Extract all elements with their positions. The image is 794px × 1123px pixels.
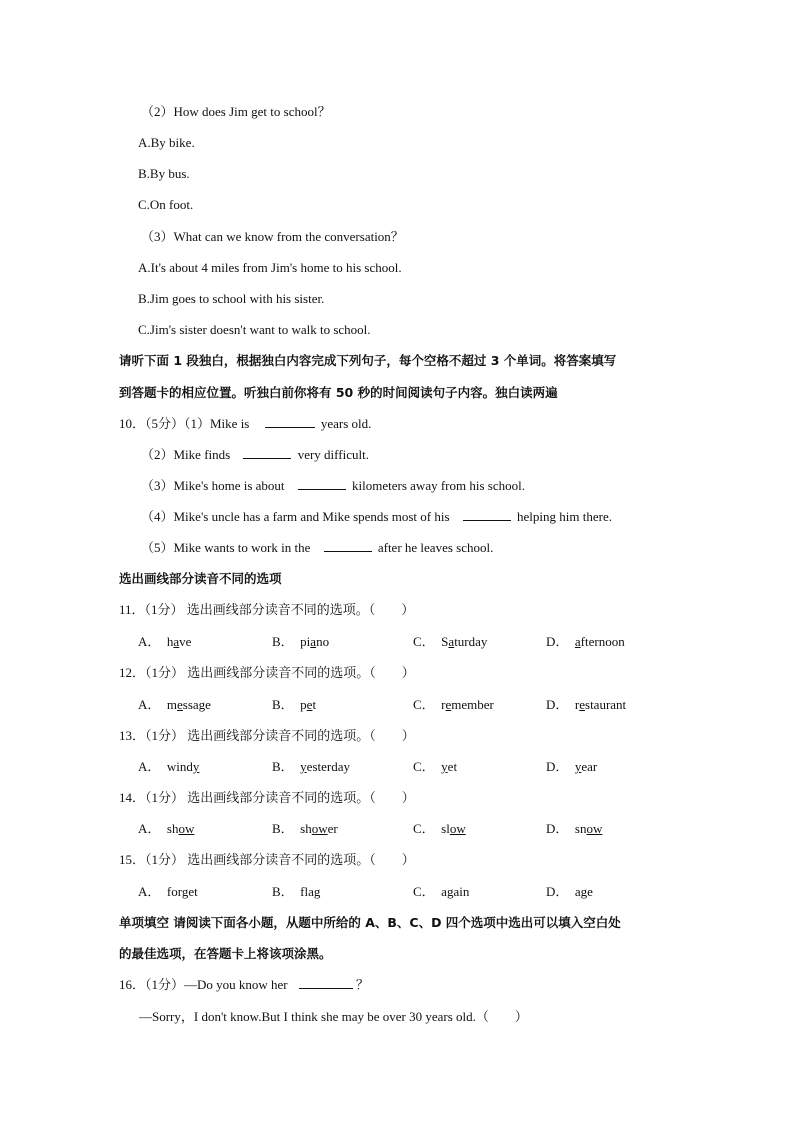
q13-stem: 13．（1分） 选出画线部分读音不同的选项。（ ） <box>119 728 415 743</box>
q9-sub2-option-b: B.By bus. <box>138 166 190 181</box>
q10-sentence-3 <box>141 477 525 495</box>
q15-stem: 15．（1分） 选出画线部分读音不同的选项。（ ） <box>119 852 415 867</box>
q16-stem <box>119 976 369 994</box>
choice-instruction-line2: 的最佳选项，在答题卡上将该项涂黑。 <box>119 946 332 961</box>
q16-blank[interactable] <box>299 976 353 989</box>
q13-option-a[interactable]: A． windy <box>138 759 200 774</box>
q9-sub3-stem: （3）What can we know from the conversation？ <box>141 229 404 244</box>
choice-instruction-line1: 单项填空 请阅读下面各小题，从题中所给的 A、B、C、D 四个选项中选出可以填入空白处 <box>119 915 621 930</box>
q14-option-d[interactable]: D． snow <box>546 821 603 836</box>
q9-sub3-option-c: C.Jim's sister doesn't want to walk to school. <box>138 322 371 337</box>
q10-sentence-1 <box>119 415 371 433</box>
q14-option-a[interactable]: A． show <box>138 821 195 836</box>
q12-option-d[interactable]: D． restaurant <box>546 697 627 712</box>
q16-head-after: ？ <box>355 977 369 992</box>
q10-blank-2[interactable] <box>243 446 291 459</box>
q16-head: 16．（1分）—Do you know her <box>119 977 288 992</box>
q15-option-a[interactable]: A． forget <box>138 884 198 899</box>
q11-option-d[interactable]: D． afternoon <box>546 634 625 649</box>
q10-blank-3[interactable] <box>298 477 346 490</box>
q10-s3-after: kilometers away from his school. <box>352 478 525 493</box>
q13-option-c[interactable]: C． yet <box>413 759 458 774</box>
q16-reply: —Sorry，I don't know.But I think she may be over 30 years old.（ ） <box>139 1009 528 1024</box>
q10-s4-after: helping him there. <box>517 509 612 524</box>
q15-option-b[interactable]: B． flag <box>272 884 321 899</box>
q11-stem: 11．（1分） 选出画线部分读音不同的选项。（ ） <box>119 602 415 617</box>
q10-s5-after: after he leaves school. <box>377 540 494 555</box>
q10-s1-after: years old. <box>320 416 372 431</box>
q9-sub2-stem: （2）How does Jim get to school？ <box>141 104 331 119</box>
q14-stem: 14．（1分） 选出画线部分读音不同的选项。（ ） <box>119 790 415 805</box>
q10-sentence-5 <box>141 539 493 557</box>
q14-option-c[interactable]: C． slow <box>413 821 466 836</box>
q10-s5-before: （5）Mike wants to work in the <box>141 540 311 555</box>
q14-option-b[interactable]: B． shower <box>272 821 338 836</box>
q11-option-c[interactable]: C． Saturday <box>413 634 488 649</box>
listening-instruction-line1: 请听下面 1 段独白，根据独白内容完成下列句子，每个空格不超过 3 个单词。将答案填写 <box>119 353 617 368</box>
q9-sub2-option-c: C.On foot. <box>138 197 194 212</box>
q15-option-c[interactable]: C． again <box>413 884 470 899</box>
q10-blank-4[interactable] <box>463 508 511 521</box>
q9-sub2-option-a: A.By bike. <box>138 135 195 150</box>
q10-s3-before: （3）Mike's home is about <box>141 478 285 493</box>
q13-option-d[interactable]: D． year <box>546 759 598 774</box>
q10-s2-after: very difficult. <box>297 447 369 462</box>
listening-instruction-line2: 到答题卡的相应位置。听独白前你将有 50 秒的时间阅读句子内容。独白读两遍 <box>119 385 558 400</box>
q12-option-a[interactable]: A． message <box>138 697 211 712</box>
q10-s2-before: （2）Mike finds <box>141 447 231 462</box>
q10-blank-1[interactable] <box>265 415 315 428</box>
q10-head: 10．（5分）（1）Mike is <box>119 416 250 431</box>
q9-sub3-option-b: B.Jim goes to school with his sister. <box>138 291 325 306</box>
q12-option-b[interactable]: B． pet <box>272 697 317 712</box>
q13-option-b[interactable]: B． yesterday <box>272 759 350 774</box>
q11-option-b[interactable]: B． piano <box>272 634 330 649</box>
q10-sentence-2 <box>141 446 369 464</box>
q10-sentence-4 <box>141 508 612 526</box>
q10-blank-5[interactable] <box>324 539 372 552</box>
q15-option-d[interactable]: D． age <box>546 884 593 899</box>
q12-stem: 12．（1分） 选出画线部分读音不同的选项。（ ） <box>119 665 415 680</box>
q9-sub3-option-a: A.It's about 4 miles from Jim's home to his school. <box>138 260 402 275</box>
phonics-section-title: 选出画线部分读音不同的选项 <box>119 571 282 586</box>
q12-option-c[interactable]: C． remember <box>413 697 494 712</box>
q11-option-a[interactable]: A． have <box>138 634 192 649</box>
q10-s4-before: （4）Mike's uncle has a farm and Mike spends most of his <box>141 509 450 524</box>
